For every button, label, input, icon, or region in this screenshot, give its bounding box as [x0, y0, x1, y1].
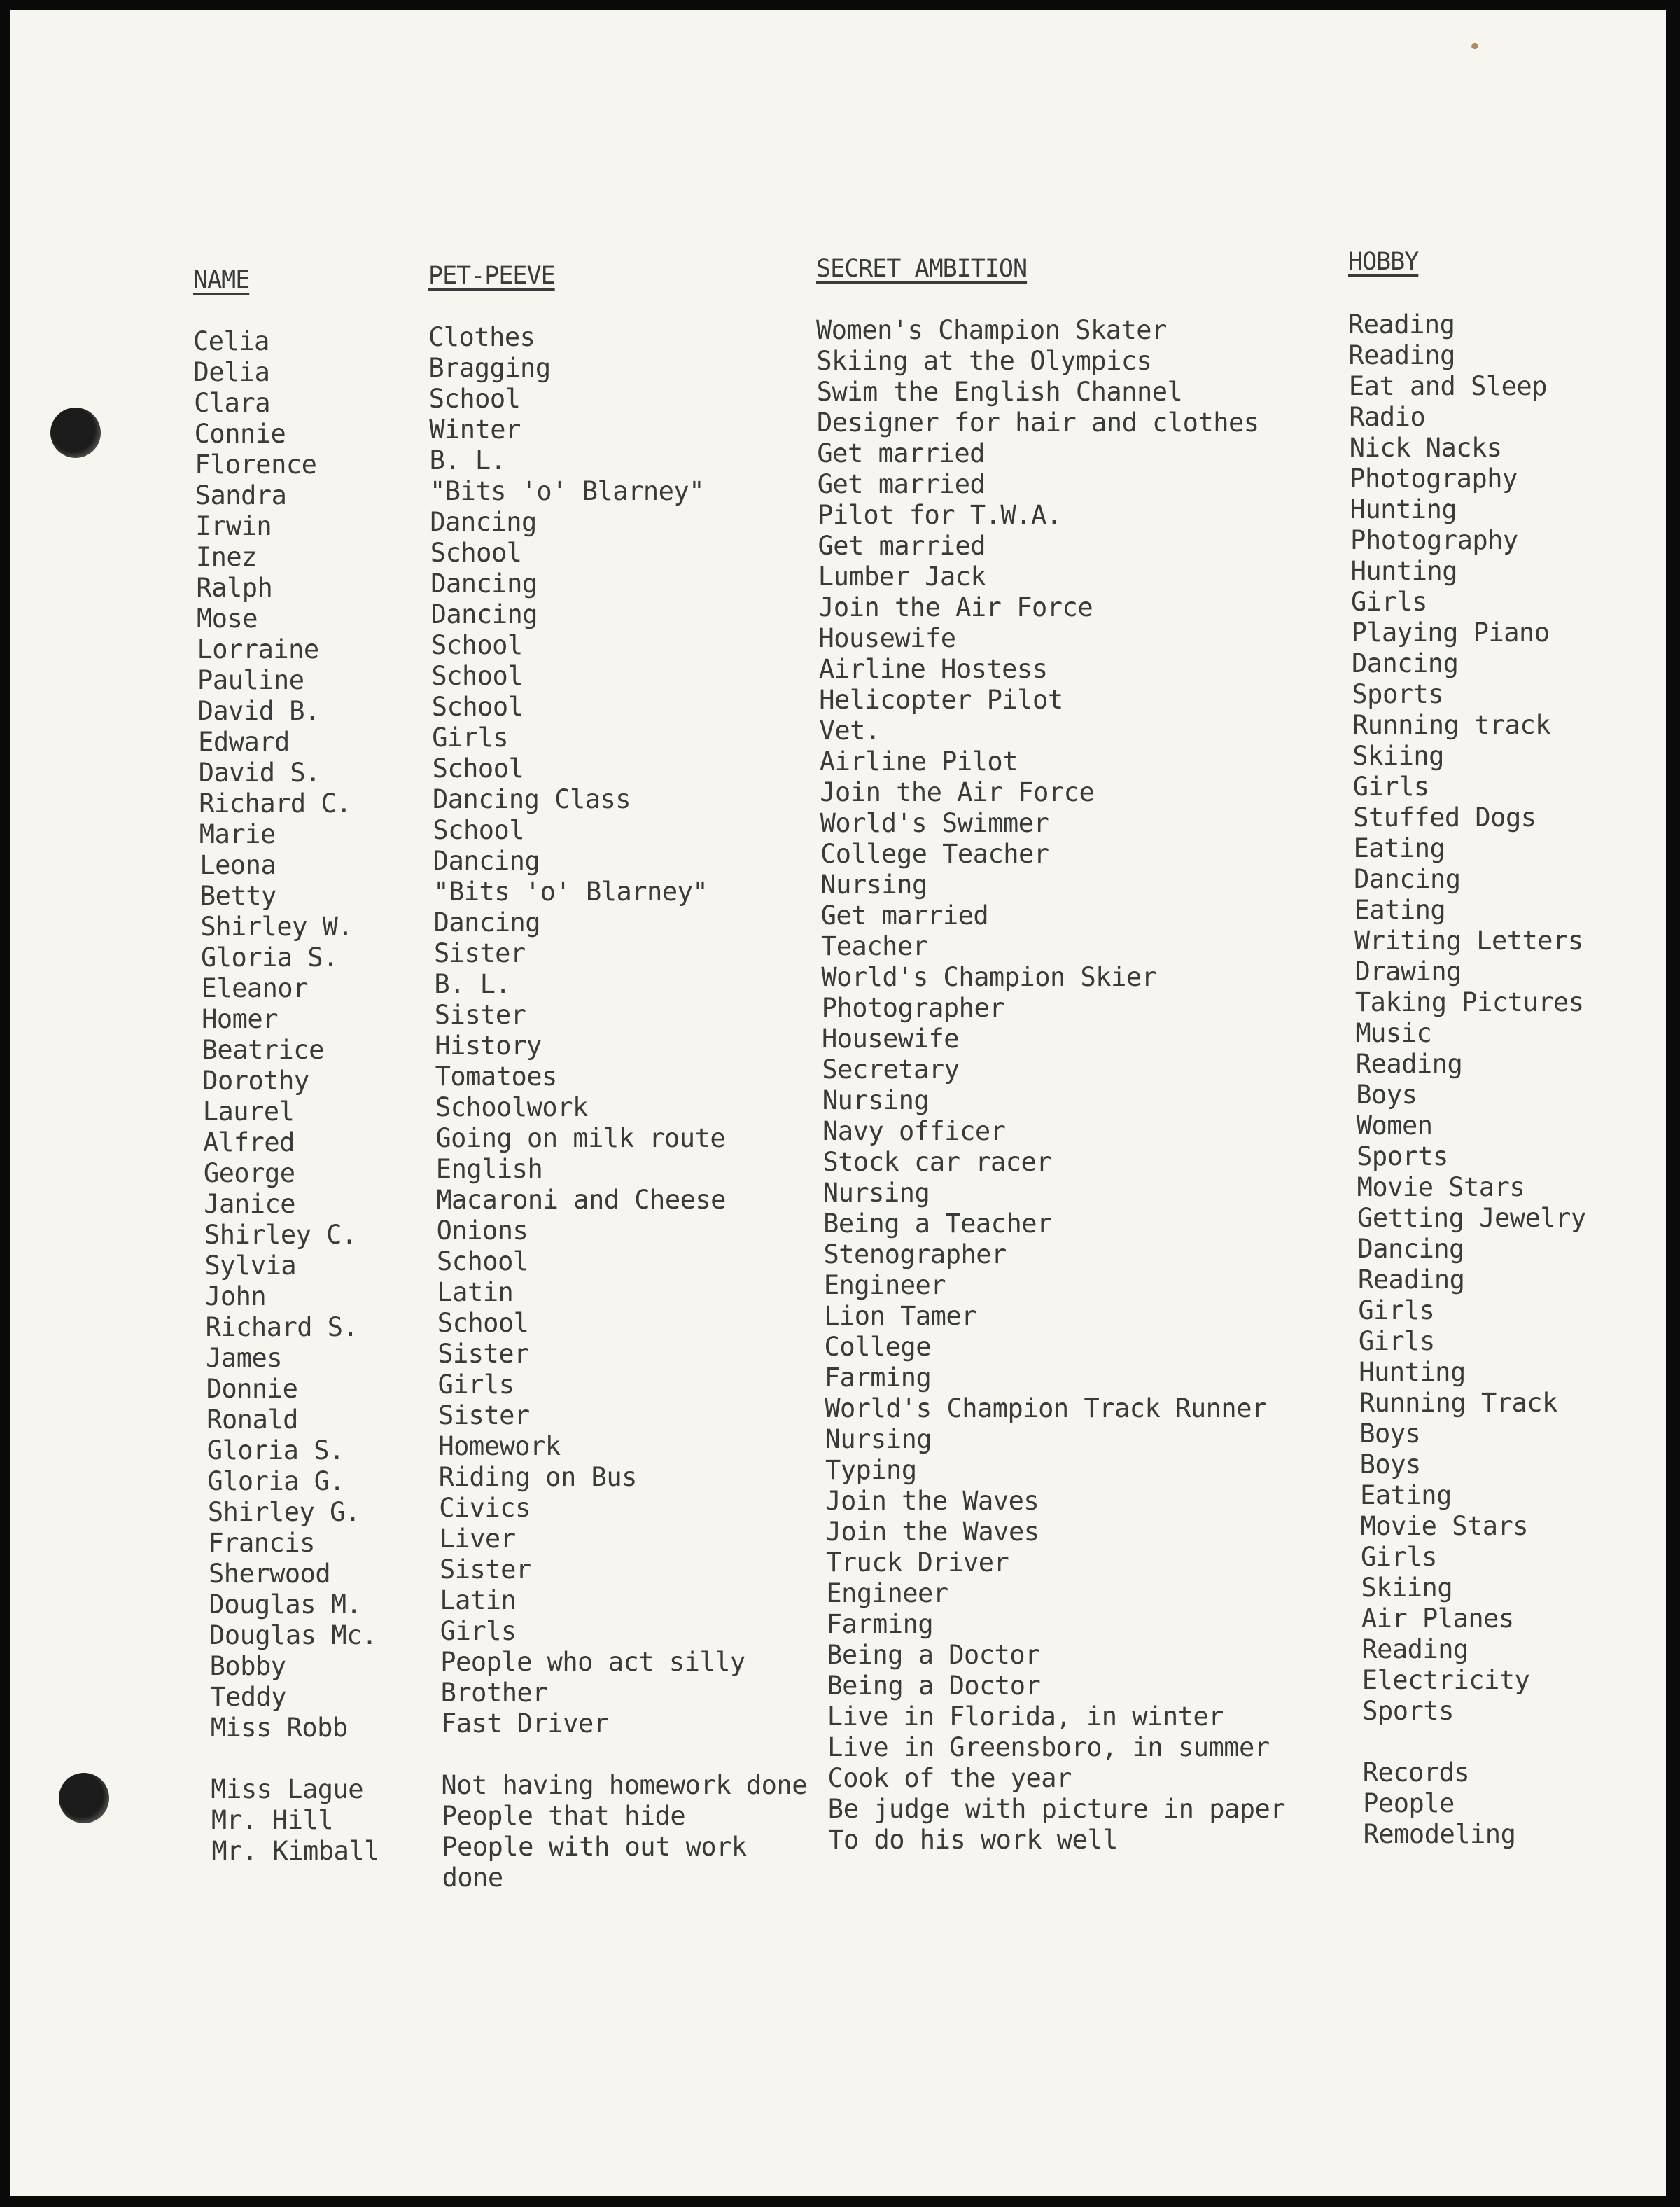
hobby-cell: Drawing: [1354, 956, 1462, 987]
hobby-cell: Running track: [1352, 710, 1550, 740]
hobby-cell: Taking Pictures: [1354, 987, 1584, 1017]
peeve-cell: B. L.: [429, 445, 506, 475]
ambition-cell: Cook of the year: [827, 1763, 1072, 1793]
peeve-cell: People that hide: [441, 1801, 686, 1831]
name-cell: Gloria S.: [206, 1435, 344, 1465]
hobby-cell: Music: [1355, 1018, 1432, 1048]
name-cell: Shirley G.: [207, 1497, 360, 1527]
peeve-cell: Homework: [438, 1431, 561, 1461]
name-header: NAME: [193, 266, 250, 294]
hobby-cell: Skiing: [1361, 1573, 1453, 1603]
name-cell: Francis: [208, 1528, 315, 1558]
peeve-cell: School: [432, 753, 524, 784]
name-cell: Inez: [195, 542, 257, 572]
hobby-cell: Girls: [1361, 1542, 1437, 1572]
hobby-cell: Playing Piano: [1351, 618, 1550, 648]
ambition-cell: Housewife: [818, 623, 956, 653]
name-cell: Richard C.: [199, 788, 352, 819]
name-cell: Shirley W.: [200, 912, 354, 942]
paper-speck: [1471, 43, 1478, 49]
hobby-cell: Reading: [1357, 1265, 1465, 1295]
peeve-cell: Dancing: [430, 569, 538, 599]
peeve-cell: Sister: [434, 1000, 526, 1030]
ambition-cell: Get married: [817, 469, 986, 499]
ambition-cell: Join the Waves: [825, 1486, 1040, 1516]
ambition-cell: Get married: [818, 531, 986, 561]
ambition-cell: World's Swimmer: [820, 808, 1049, 838]
ambition-cell: Be judge with picture in paper: [827, 1794, 1286, 1824]
hobby-cell: Reading: [1348, 340, 1455, 370]
ambition-cell: Skiing at the Olympics: [816, 346, 1152, 376]
hobby-cell: Dancing: [1357, 1234, 1464, 1264]
peeve-cell: School: [437, 1308, 529, 1338]
peeve-cell: Macaroni and Cheese: [436, 1185, 726, 1215]
ambition-cell: Stenographer: [823, 1239, 1007, 1269]
ambition-cell: Helicopter Pilot: [819, 685, 1063, 715]
ambition-cell: To do his work well: [828, 1825, 1118, 1855]
name-cell: Miss Lague: [211, 1774, 364, 1804]
peeve-cell: School: [437, 1246, 528, 1276]
hobby-cell: Eating: [1353, 833, 1446, 863]
name-cell: Beatrice: [202, 1035, 324, 1065]
ambition-cell: Get married: [817, 438, 985, 468]
name-cell: Douglas M.: [209, 1589, 362, 1620]
ambition-cell: Housewife: [822, 1024, 960, 1054]
ambition-cell: Vet.: [819, 716, 881, 746]
ambition-cell: Live in Florida, in winter: [827, 1701, 1224, 1732]
name-cell: Delia: [193, 357, 270, 387]
peeve-cell: done: [442, 1863, 503, 1893]
name-cell: Alfred: [203, 1127, 295, 1157]
ambition-cell: Join the Air Force: [818, 592, 1093, 622]
hobby-cell: Reading: [1348, 309, 1455, 340]
peeve-cell: School: [430, 538, 522, 568]
ambition-cell: Farming: [826, 1609, 934, 1639]
peeve-cell: Sister: [438, 1339, 529, 1369]
ambition-cell: World's Champion Skier: [821, 962, 1157, 992]
peeve-cell: Fast Driver: [441, 1708, 609, 1739]
ambition-cell: Airline Hostess: [818, 654, 1048, 684]
hobby-cell: Girls: [1352, 772, 1429, 802]
hobby-cell: Girls: [1358, 1295, 1435, 1325]
name-cell: George: [203, 1158, 295, 1188]
hobby-cell: Stuffed Dogs: [1353, 802, 1536, 833]
ambition-cell: College: [824, 1332, 931, 1362]
hobby-cell: Eat and Sleep: [1348, 371, 1547, 401]
hobby-cell: People: [1363, 1788, 1455, 1818]
name-cell: Dorothy: [202, 1066, 309, 1096]
hobby-cell: Girls: [1358, 1326, 1435, 1356]
hobby-cell: Hunting: [1359, 1357, 1466, 1387]
ambition-cell: College Teacher: [820, 839, 1049, 869]
name-cell: Ronald: [206, 1405, 298, 1435]
hobby-cell: Dancing: [1351, 648, 1459, 678]
peeve-cell: Brother: [440, 1678, 548, 1708]
peeve-cell: Sister: [438, 1400, 530, 1430]
ambition-cell: Farming: [824, 1363, 932, 1393]
hobby-cell: Running Track: [1359, 1388, 1558, 1418]
peeve-cell: Schoolwork: [435, 1092, 588, 1122]
name-cell: Gloria S.: [201, 942, 338, 973]
name-cell: Marie: [199, 819, 276, 849]
name-cell: David B.: [197, 696, 320, 726]
hobby-cell: Photography: [1350, 525, 1518, 555]
name-cell: Ralph: [196, 573, 273, 603]
name-cell: Mr. Kimball: [211, 1836, 379, 1866]
peeve-cell: Dancing: [433, 846, 540, 876]
peeve-cell: Onions: [436, 1216, 528, 1246]
peeve-cell: Latin: [437, 1277, 514, 1307]
peeve-cell: Bragging: [428, 353, 551, 383]
hobby-cell: Boys: [1359, 1419, 1421, 1449]
peeve-cell: Going on milk route: [435, 1123, 726, 1153]
peeve-cell: Girls: [432, 723, 509, 753]
hobby-cell: Sports: [1352, 679, 1444, 709]
peeve-cell: Dancing: [430, 507, 537, 537]
ambition-cell: Live in Greensboro, in summer: [827, 1732, 1270, 1762]
ambition-cell: Stock car racer: [822, 1147, 1052, 1177]
name-cell: Mr. Hill: [211, 1805, 334, 1835]
name-cell: Homer: [202, 1004, 278, 1034]
ambition-cell: Engineer: [823, 1270, 946, 1300]
hobby-cell: Girls: [1351, 587, 1427, 617]
hobby-cell: Photography: [1350, 464, 1518, 494]
hobby-cell: Movie Stars: [1357, 1172, 1525, 1202]
peeve-cell: Sister: [440, 1554, 531, 1585]
hobby-cell: Reading: [1355, 1049, 1463, 1079]
hobby-cell: Getting Jewelry: [1357, 1203, 1586, 1233]
hobby-cell: Electricity: [1362, 1665, 1530, 1695]
ambition-cell: Photographer: [821, 993, 1004, 1023]
hobby-cell: Eating: [1360, 1480, 1452, 1510]
name-cell: Celia: [193, 326, 270, 356]
ambition-cell: Get married: [820, 900, 989, 931]
hobby-cell: Remodeling: [1363, 1819, 1516, 1849]
hobby-cell: Hunting: [1350, 494, 1457, 524]
ambition-cell: Being a Doctor: [827, 1671, 1041, 1701]
hobby-cell: Writing Letters: [1354, 926, 1583, 956]
ambition-cell: World's Champion Track Runner: [825, 1393, 1267, 1423]
ambition-cell: Pilot for T.W.A.: [818, 500, 1062, 530]
peeve-cell: Girls: [438, 1370, 514, 1400]
document-page: [10, 10, 1666, 2196]
peeve-cell: Not having homework done: [441, 1770, 808, 1800]
name-cell: Laurel: [202, 1096, 295, 1127]
peeve-cell: Liver: [439, 1524, 516, 1554]
peeve-cell: People with out work: [442, 1832, 747, 1862]
name-cell: Clara: [194, 388, 270, 418]
name-cell: Douglas Mc.: [209, 1620, 377, 1650]
peeve-cell: Winter: [429, 415, 521, 445]
name-cell: Gloria G.: [207, 1466, 345, 1496]
name-cell: Sylvia: [204, 1251, 297, 1281]
peeve-cell: Clothes: [428, 322, 536, 352]
pet-peeve-header: PET-PEEVE: [428, 262, 555, 290]
secret-ambition-header: SECRET AMBITION: [816, 255, 1028, 283]
ambition-cell: Secretary: [822, 1054, 960, 1085]
name-cell: Sherwood: [209, 1559, 331, 1589]
name-cell: Pauline: [197, 665, 304, 695]
ambition-cell: Designer for hair and clothes: [817, 408, 1259, 438]
ambition-cell: Navy officer: [822, 1116, 1006, 1146]
ambition-cell: Nursing: [825, 1424, 932, 1454]
ambition-cell: Lumber Jack: [818, 562, 986, 592]
name-cell: Eleanor: [201, 973, 308, 1003]
ambition-cell: Being a Teacher: [823, 1209, 1052, 1239]
peeve-cell: B. L.: [434, 969, 511, 999]
peeve-cell: School: [431, 692, 524, 722]
hobby-cell: Women: [1356, 1111, 1433, 1141]
name-cell: Florence: [195, 450, 317, 480]
ambition-cell: Nursing: [820, 870, 927, 900]
peeve-cell: Latin: [440, 1585, 517, 1615]
hobby-cell: Sports: [1357, 1141, 1448, 1171]
peeve-cell: Sister: [434, 938, 526, 968]
peeve-cell: Dancing: [430, 599, 538, 629]
hobby-cell: Air Planes: [1361, 1603, 1514, 1634]
hobby-cell: Boys: [1356, 1080, 1418, 1110]
ambition-cell: Engineer: [826, 1578, 948, 1608]
name-cell: Leona: [200, 850, 276, 880]
ambition-cell: Join the Waves: [825, 1517, 1040, 1547]
hobby-cell: Hunting: [1350, 556, 1458, 586]
name-cell: Edward: [198, 727, 290, 757]
ambition-cell: Being a Doctor: [827, 1640, 1040, 1670]
binder-hole-top: [50, 408, 101, 458]
ambition-cell: Nursing: [822, 1085, 930, 1115]
ambition-cell: Typing: [825, 1455, 917, 1485]
peeve-cell: Tomatoes: [435, 1061, 557, 1092]
peeve-cell: School: [428, 384, 521, 414]
hobby-cell: Boys: [1359, 1449, 1421, 1480]
peeve-cell: History: [435, 1031, 542, 1061]
name-cell: Connie: [194, 419, 286, 449]
name-cell: Shirley C.: [204, 1220, 357, 1250]
hobby-cell: Movie Stars: [1360, 1511, 1529, 1541]
ambition-cell: Women's Champion Skater: [816, 315, 1167, 345]
hobby-cell: Records: [1362, 1757, 1470, 1788]
ambition-cell: Swim the English Channel: [816, 377, 1183, 407]
peeve-cell: "Bits 'o' Blarney": [433, 877, 708, 907]
name-cell: David S.: [198, 758, 321, 788]
peeve-cell: People who act silly: [440, 1647, 746, 1677]
peeve-cell: Civics: [439, 1493, 531, 1523]
peeve-cell: School: [431, 630, 523, 660]
ambition-cell: Join the Air Force: [820, 777, 1095, 807]
peeve-cell: Girls: [440, 1616, 517, 1646]
ambition-cell: Airline Pilot: [819, 746, 1018, 777]
name-cell: James: [206, 1343, 283, 1373]
name-cell: Teddy: [210, 1682, 287, 1712]
ambition-cell: Lion Tamer: [824, 1301, 976, 1331]
name-cell: Bobby: [209, 1651, 286, 1681]
hobby-cell: Reading: [1362, 1634, 1469, 1664]
name-cell: Lorraine: [197, 634, 319, 664]
peeve-cell: Dancing: [433, 907, 541, 938]
peeve-cell: Dancing Class: [433, 784, 631, 814]
name-cell: Miss Robb: [210, 1713, 348, 1743]
binder-hole-bottom: [59, 1773, 109, 1823]
hobby-cell: Radio: [1349, 402, 1426, 432]
hobby-cell: Skiing: [1352, 741, 1444, 771]
name-cell: Betty: [200, 881, 276, 911]
peeve-cell: English: [435, 1154, 543, 1184]
name-cell: Mose: [196, 604, 258, 634]
hobby-cell: Eating: [1354, 895, 1446, 925]
hobby-cell: Sports: [1362, 1696, 1454, 1726]
name-cell: Richard S.: [205, 1312, 358, 1342]
peeve-cell: Riding on Bus: [438, 1462, 637, 1492]
hobby-header: HOBBY: [1348, 248, 1419, 276]
name-cell: Irwin: [195, 511, 272, 541]
name-cell: Janice: [204, 1189, 296, 1219]
hobby-cell: Dancing: [1354, 864, 1461, 894]
name-cell: John: [205, 1281, 267, 1311]
peeve-cell: School: [431, 661, 524, 691]
hobby-cell: Nick Nacks: [1349, 433, 1502, 463]
peeve-cell: "Bits 'o' Blarney": [430, 476, 704, 506]
ambition-cell: Teacher: [821, 931, 928, 961]
name-cell: Sandra: [195, 480, 287, 510]
name-cell: Donnie: [206, 1374, 298, 1404]
ambition-cell: Nursing: [822, 1178, 930, 1208]
peeve-cell: School: [433, 815, 525, 845]
ambition-cell: Truck Driver: [826, 1547, 1009, 1578]
